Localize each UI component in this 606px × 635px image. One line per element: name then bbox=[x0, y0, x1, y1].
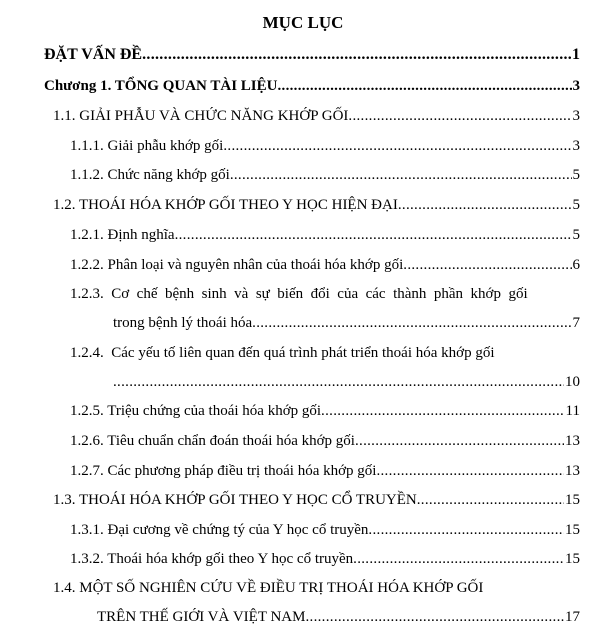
toc-entry-page: 11 bbox=[565, 403, 580, 419]
toc-leader-dots bbox=[230, 163, 572, 187]
toc-entry-text: 1.3. THOÁI HÓA KHỚP GỐI THEO Y HỌC CỔ TRUYỀN bbox=[53, 492, 417, 508]
toc-leader-dots bbox=[113, 370, 564, 394]
toc-entry-text: 1.1.2. Chức năng khớp gối bbox=[70, 167, 230, 183]
toc-entry[interactable] bbox=[53, 193, 580, 217]
toc-entry-page: 3 bbox=[572, 138, 580, 154]
toc-entry-page: 1 bbox=[572, 46, 580, 63]
toc-entry-text: 1.3.2. Thoái hóa khớp gối theo Y học cổ truyền bbox=[70, 551, 354, 567]
toc-leader-dots bbox=[398, 193, 572, 217]
toc-entry-line2[interactable] bbox=[113, 311, 580, 335]
toc-entry[interactable] bbox=[70, 518, 580, 542]
toc-entry-text: 1.2.7. Các phương pháp điều trị thoái hóa khớp gối bbox=[70, 463, 377, 479]
toc-leader-dots bbox=[223, 134, 571, 158]
toc-entry-page: 13 bbox=[565, 463, 580, 479]
toc-entry[interactable] bbox=[44, 43, 580, 67]
toc-leader-dots bbox=[252, 311, 571, 335]
toc-entry-line1[interactable] bbox=[70, 341, 552, 365]
toc-entry[interactable] bbox=[70, 547, 580, 571]
toc-entry-text: Chương 1. TỔNG QUAN TÀI LIỆU bbox=[44, 78, 278, 94]
toc-entry-page: 15 bbox=[565, 492, 580, 508]
toc-entry-text-continued: TRÊN THẾ GIỚI VÀ VIỆT NAM bbox=[97, 609, 306, 625]
toc-entry-line2[interactable] bbox=[97, 605, 580, 629]
toc-entry-text: ĐẶT VẤN ĐỀ bbox=[44, 46, 143, 63]
toc-entry-page: 5 bbox=[572, 167, 580, 183]
toc-entry[interactable] bbox=[70, 253, 580, 277]
toc-entry-text: 1.2.6. Tiêu chuẩn chẩn đoán thoái hóa khớp gối bbox=[70, 433, 355, 449]
toc-entry-page: 6 bbox=[572, 257, 580, 273]
toc-leader-dots bbox=[321, 399, 565, 423]
toc-entry[interactable] bbox=[70, 163, 580, 187]
toc-leader-dots bbox=[403, 253, 571, 277]
toc-leader-dots bbox=[305, 605, 564, 629]
toc-entry-page: 3 bbox=[572, 78, 580, 94]
toc-entry-page: 10 bbox=[565, 374, 580, 390]
toc-entry-text: 1.4. MỘT SỐ NGHIÊN CỨU VỀ ĐIỀU TRỊ THOÁI HÓA KHỚP GỐI bbox=[53, 580, 484, 596]
toc-entry-page: 13 bbox=[565, 433, 580, 449]
toc-entry-page: 5 bbox=[572, 227, 580, 243]
toc-entry-page: 7 bbox=[572, 315, 580, 331]
toc-entry[interactable] bbox=[44, 74, 580, 98]
toc-entry[interactable] bbox=[70, 223, 580, 247]
toc-entry[interactable] bbox=[53, 104, 580, 128]
toc-entry-text: 1.2.2. Phân loại và nguyên nhân của thoái hóa khớp gối bbox=[70, 257, 404, 273]
toc-entry-line1[interactable] bbox=[70, 282, 552, 306]
toc-entry-text: 1.1. GIẢI PHẪU VÀ CHỨC NĂNG KHỚP GỐI bbox=[53, 108, 349, 124]
toc-leader-dots bbox=[277, 74, 571, 98]
toc-leader-dots bbox=[376, 459, 564, 483]
toc-entry-text: 1.2. THOÁI HÓA KHỚP GỐI THEO Y HỌC HIỆN ĐẠI bbox=[53, 197, 398, 213]
toc-entry-page: 15 bbox=[565, 522, 580, 538]
toc-entry-text: 1.1.1. Giải phẫu khớp gối bbox=[70, 138, 224, 154]
toc-entry-line1[interactable] bbox=[53, 576, 552, 600]
toc-entry-text: 1.3.1. Đại cương về chứng tý của Y học cổ truyền bbox=[70, 522, 369, 538]
toc-entry[interactable] bbox=[70, 459, 580, 483]
toc-leader-dots bbox=[368, 518, 564, 542]
toc-entry-page: 17 bbox=[565, 609, 580, 625]
toc-entry[interactable] bbox=[70, 399, 580, 423]
toc-entry-line2[interactable] bbox=[113, 370, 580, 394]
toc-entry-text: 1.2.1. Định nghĩa bbox=[70, 227, 175, 243]
toc-entry-text: 1.2.3. Cơ chế bệnh sinh và sự biến đổi của các thành phần khớp gối bbox=[70, 286, 528, 302]
toc-entry-page: 5 bbox=[572, 197, 580, 213]
toc-entry-text: 1.2.4. Các yếu tố liên quan đến quá trình phát triển thoái hóa khớp gối bbox=[70, 345, 495, 361]
toc-leader-dots bbox=[353, 547, 564, 571]
toc-entry[interactable] bbox=[70, 429, 580, 453]
toc-leader-dots bbox=[175, 223, 572, 247]
toc-leader-dots bbox=[417, 488, 564, 512]
toc-entry[interactable] bbox=[70, 134, 580, 158]
toc-leader-dots bbox=[355, 429, 564, 453]
page-title: MỤC LỤC bbox=[262, 13, 344, 32]
toc-leader-dots bbox=[142, 43, 571, 67]
toc-entry-page: 15 bbox=[565, 551, 580, 567]
toc-entry[interactable] bbox=[53, 488, 580, 512]
toc-entry-text: 1.2.5. Triệu chứng của thoái hóa khớp gối bbox=[70, 403, 322, 419]
toc-leader-dots bbox=[348, 104, 571, 128]
toc-entry-page: 3 bbox=[572, 108, 580, 124]
toc-entry-text-continued: trong bệnh lý thoái hóa bbox=[113, 315, 253, 331]
